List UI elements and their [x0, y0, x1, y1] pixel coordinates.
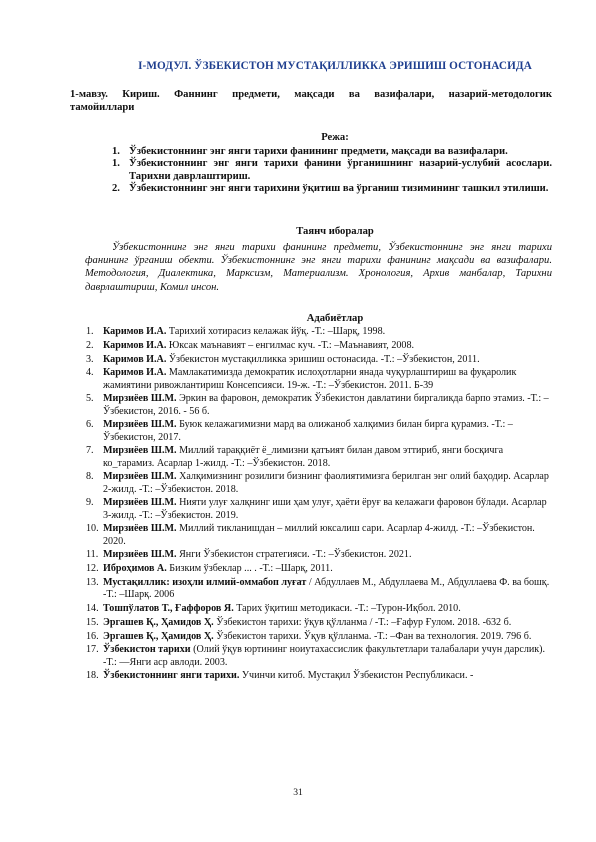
module-title: I-МОДУЛ. ЎЗБЕКИСТОН МУСТАҚИЛЛИККА ЭРИШИШ ОСТОНАСИДА: [138, 60, 532, 72]
reference-item: [86, 471, 556, 495]
reference-item-author: Мирзиёев Ш.М.: [103, 549, 177, 561]
reference-item-body: [103, 603, 461, 614]
reference-item: [86, 644, 556, 668]
reference-item-text: Халқимизнинг розилиги бизнинг фаолиятимизга берилган энг олий баҳодир. Асарлар 2-жилд. -Т.: –Ўзбекистон. 2018.: [103, 471, 549, 495]
reference-item-text: Ўзбекистон тарихи: ўқув қўлланма / -Т.: –Ғафур Ғулом. 2018. -632 б.: [213, 616, 512, 628]
reference-item-text: Мамлакатимизда демократик ислоҳотларни янада чуқурлаштириш ва фуқаролик жамиятини ривожлантириш Консепсияси. 19-ж. -Т.: –Ўзбекистон. 2011. Б-39: [103, 367, 517, 391]
reference-item-body: [103, 577, 549, 600]
reference-item-author: Иброҳимов А.: [103, 563, 167, 575]
topic-heading: 1-мавзу. Кириш. Фаннинг предмети, мақсади ва вазифалари, назарий-методологик тамойиллари: [70, 89, 552, 113]
keywords-title: Таянч иборалар: [296, 226, 374, 237]
reference-item: [86, 523, 556, 547]
reference-item-text: Юксак маънавият – енгилмас куч. -Т.: –Маънавият, 2008.: [166, 339, 415, 351]
reference-item: [86, 563, 556, 575]
plan-item-text: Ўзбекистоннинг энг янги тарихи фанининг предмети, мақсади ва вазифалари.: [129, 146, 508, 157]
reference-item-author: Эргашев Қ., Ҳамидов Ҳ.: [103, 630, 214, 642]
plan-item-text: Ўзбекистоннинг энг янги тарихини ўқитиш ва ўрганиш тизимининг ташкил этилиши.: [129, 183, 549, 195]
reference-item-author: Мирзиёев Ш.М.: [103, 471, 177, 483]
reference-item-text: Тарихий хотирасиз келажак йўқ. -Т.: –Шарқ, 1998.: [166, 326, 386, 337]
plan-item: [112, 146, 552, 158]
reference-item-text: Янги Ўзбекистон стратегияси. -Т.: –Ўзбекистон. 2021.: [176, 549, 412, 561]
reference-item-text: Эркин ва фаровон, демократик Ўзбекистон давлатини биргаликда барпо этамиз. -Т.: –Ўзбекистон, 2016. - 56 б.: [103, 393, 549, 417]
reference-item-body: [103, 326, 385, 337]
reference-item-text: Буюк келажагимизни мард ва олижаноб халқимиз билан бирга қурамиз. -Т.: –Ўзбекистон, 2017.: [103, 419, 513, 443]
reference-item-author: Каримов И.А.: [103, 367, 167, 379]
reference-item-body: [103, 617, 511, 628]
reference-item-text: Учинчи китоб. Мустақил Ўзбекистон Республикаси. -: [239, 670, 474, 682]
reference-item-text: Миллий тараққиёт ё_лимизни қатъият билан давом эттириб, янги босқичга ко_тарамиз. Асарлар 1-жилд. -Т.: –Ўзбекистон. 2018.: [103, 445, 504, 469]
reference-item-number: 8.: [86, 471, 94, 483]
reference-item: [86, 367, 556, 391]
plan-item: [112, 158, 552, 183]
reference-item-number: 12.: [86, 563, 99, 575]
plan-item-number: 1.: [112, 158, 120, 170]
reference-item-author: Каримов И.А.: [103, 353, 167, 365]
reference-item-number: 7.: [86, 445, 94, 457]
page-number: 31: [293, 787, 303, 798]
reference-item-number: 3.: [86, 353, 94, 365]
reference-item-text: Ўзбекистон мустақилликка эришиш остонасида. -Т.: –Ўзбекистон, 2011.: [166, 353, 480, 365]
reference-item-number: 15.: [86, 616, 99, 628]
plan-title: Режа:: [321, 132, 349, 143]
reference-item-text: Ўзбекистон тарихи. Ўқув қўлланма. -Т.: –Фан ва технология. 2019. 796 б.: [213, 630, 532, 642]
reference-item-author: Мирзиёев Ш.М.: [103, 497, 177, 509]
references-title: Адабиётлар: [306, 313, 364, 324]
plan-list: [112, 146, 552, 196]
reference-item-body: [103, 523, 535, 546]
reference-item-number: 4.: [86, 367, 94, 379]
reference-item-number: 1.: [86, 326, 94, 337]
reference-item-number: 10.: [86, 523, 99, 535]
reference-item-number: 17.: [86, 644, 99, 656]
reference-item-text: Миллий тикланишдан – миллий юксалиш сари. Асарлар 4-жилд. -Т.: –Ўзбекистон. 2020.: [103, 523, 535, 547]
reference-item-text: Тарих ўқитиш методикаси. -Т.: –Турон-Иқбол. 2010.: [233, 602, 461, 614]
reference-item: [86, 603, 556, 615]
reference-item-body: [103, 644, 545, 667]
reference-item-author: Тошпўлатов Т., Ғаффоров Я.: [103, 602, 234, 614]
keywords-text: Ўзбекистоннинг энг янги тарихи фанининг предмети, Ўзбекистоннинг энг янги тарихи фанининг ўрганиш обекти. Ўзбекистоннинг энг янги тарихи фанининг мақсади ва вазифалари. Методология, Диалектика, Марксизм, Материализм. Хронология, Архив манбалар, Тарихни даврлаштириш, Комил инсон.: [85, 242, 552, 293]
reference-item-author: Ўзбекистоннинг янги тарихи.: [103, 670, 240, 682]
reference-item-body: [103, 354, 480, 365]
reference-item: [86, 340, 556, 352]
reference-item: [86, 577, 556, 601]
reference-item-body: [103, 340, 414, 351]
reference-item: [86, 326, 556, 338]
plan-item: [112, 183, 552, 195]
reference-item-author: Мирзиёев Ш.М.: [103, 393, 177, 405]
reference-item-number: 9.: [86, 497, 94, 509]
reference-item-text: Нияти улуғ халқнинг иши ҳам улуғ, ҳаёти ёруғ ва келажаги фаровон бўлади. Асарлар 3-жилд. -Т.: –Ўзбекистон. 2019.: [103, 497, 547, 521]
reference-item: [86, 419, 556, 443]
reference-item-body: [103, 367, 516, 390]
reference-item-number: 13.: [86, 576, 99, 588]
reference-item-text: (Олий ўқув юртининг ноиутахассислик факультетлари талабалари учун дарслик). -Т.: —Янги аср авлоди. 2003.: [103, 644, 546, 668]
reference-item: [86, 445, 556, 469]
reference-item-body: [103, 471, 549, 494]
reference-item-body: [103, 563, 333, 574]
reference-item-body: [103, 631, 531, 642]
reference-item: [86, 497, 556, 521]
reference-item-body: [103, 497, 547, 520]
reference-item-body: [103, 393, 549, 416]
reference-item-author: Ўзбекистон тарихи: [103, 644, 191, 656]
reference-item-number: 6.: [86, 419, 94, 431]
reference-item-body: [103, 445, 503, 468]
reference-item: [86, 631, 556, 643]
reference-item-author: Мирзиёев Ш.М.: [103, 419, 177, 431]
reference-item-body: [103, 549, 412, 560]
reference-item: [86, 617, 556, 629]
reference-item-body: [103, 419, 513, 442]
reference-item-author: Эргашев Қ., Ҳамидов Ҳ.: [103, 616, 214, 628]
references-list: [86, 326, 556, 684]
reference-item-number: 18.: [86, 670, 99, 682]
reference-item-body: [103, 670, 473, 681]
plan-item-number: 2.: [112, 183, 120, 195]
reference-item-number: 2.: [86, 339, 94, 351]
reference-item: [86, 354, 556, 366]
reference-item-author: Мустақиллик: изоҳли илмий-оммабоп луғат: [103, 576, 307, 588]
reference-item-number: 11.: [86, 549, 99, 561]
reference-item-number: 14.: [86, 602, 99, 614]
reference-item-number: 5.: [86, 393, 94, 405]
plan-item-number: 1.: [112, 146, 120, 157]
reference-item-author: Мирзиёев Ш.М.: [103, 523, 177, 535]
reference-item: [86, 549, 556, 561]
reference-item-text: / Абдуллаев М., Абдуллаева М., Абдуллаева Ф. ва бошқ. -Т.: –Шарқ. 2006: [103, 576, 550, 601]
plan-item-text: Ўзбекистоннинг энг янги тарихи фанини ўрганишнинг назарий-услубий асослари. Тарихни даврлаштириш.: [129, 158, 552, 182]
reference-item-number: 16.: [86, 630, 99, 642]
reference-item: [86, 670, 556, 682]
reference-item-text: Бизким ўзбеклар ... . -Т.: –Шарқ, 2011.: [166, 563, 333, 575]
reference-item-author: Каримов И.А.: [103, 326, 167, 337]
reference-item-author: Мирзиёев Ш.М.: [103, 445, 177, 457]
reference-item-author: Каримов И.А.: [103, 339, 167, 351]
reference-item: [86, 393, 556, 417]
